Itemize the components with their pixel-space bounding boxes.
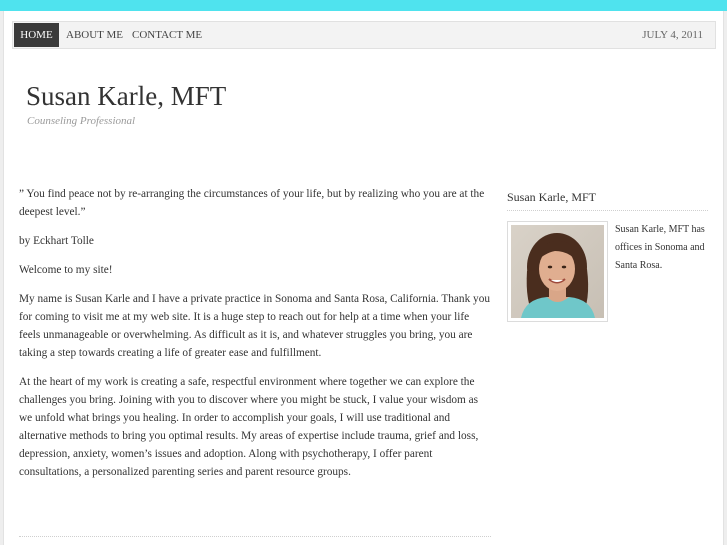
nav-about-link[interactable]: ABOUT ME bbox=[66, 29, 123, 41]
welcome-text: Welcome to my site! bbox=[19, 264, 113, 276]
portrait-image bbox=[511, 225, 604, 318]
site-tagline: Counseling Professional bbox=[27, 115, 136, 127]
current-date: JULY 4, 2011 bbox=[642, 29, 703, 41]
profile-photo bbox=[507, 221, 608, 322]
nav-home-link[interactable]: HOME bbox=[14, 23, 59, 47]
practice-paragraph: At the heart of my work is creating a safe, respectful environment where together we can explore the challenges you bring. Joining with you to discover where you might be stuck, I value your wisdom as we unfold what brings you healing. In order to accomplish your goals, I will use traditional and alternative methods to bring you optimal results. My areas of expertise include trauma, grief and loss, depression, anxiety, women’s issues and adoption. Along with psychotherapy, I offer parent consultations, a personalized parenting series and parent resource groups. bbox=[19, 376, 479, 478]
content-divider bbox=[19, 536, 491, 537]
sidebar bbox=[507, 190, 708, 271]
intro-paragraph: My name is Susan Karle and I have a private practice in Sonoma and Santa Rosa, California. Thank you for coming to visit me at my web site. It is a huge step to reach out for help at a time when your life feels unmanageable or overwhelming. As difficult as it is, and whatever struggles you bring, you are taking a step towards creating a life of greater ease and fulfillment. bbox=[19, 293, 490, 359]
quote-attribution: by Eckhart Tolle bbox=[19, 235, 94, 247]
profile-description: Susan Karle, MFT has offices in Sonoma and Santa Rosa. bbox=[615, 224, 705, 271]
main-content bbox=[19, 185, 491, 492]
sidebar-widget-title: Susan Karle, MFT bbox=[507, 190, 708, 211]
main-navigation bbox=[12, 21, 716, 49]
nav-contact-link[interactable]: CONTACT ME bbox=[132, 29, 203, 41]
site-title[interactable]: Susan Karle, MFT bbox=[26, 81, 227, 111]
page-container bbox=[3, 11, 724, 545]
top-accent-bar bbox=[0, 0, 727, 11]
quote-text: ” You find peace not by re-arranging the circumstances of your life, but by realizing who you are at the deepest level.” bbox=[19, 188, 485, 218]
